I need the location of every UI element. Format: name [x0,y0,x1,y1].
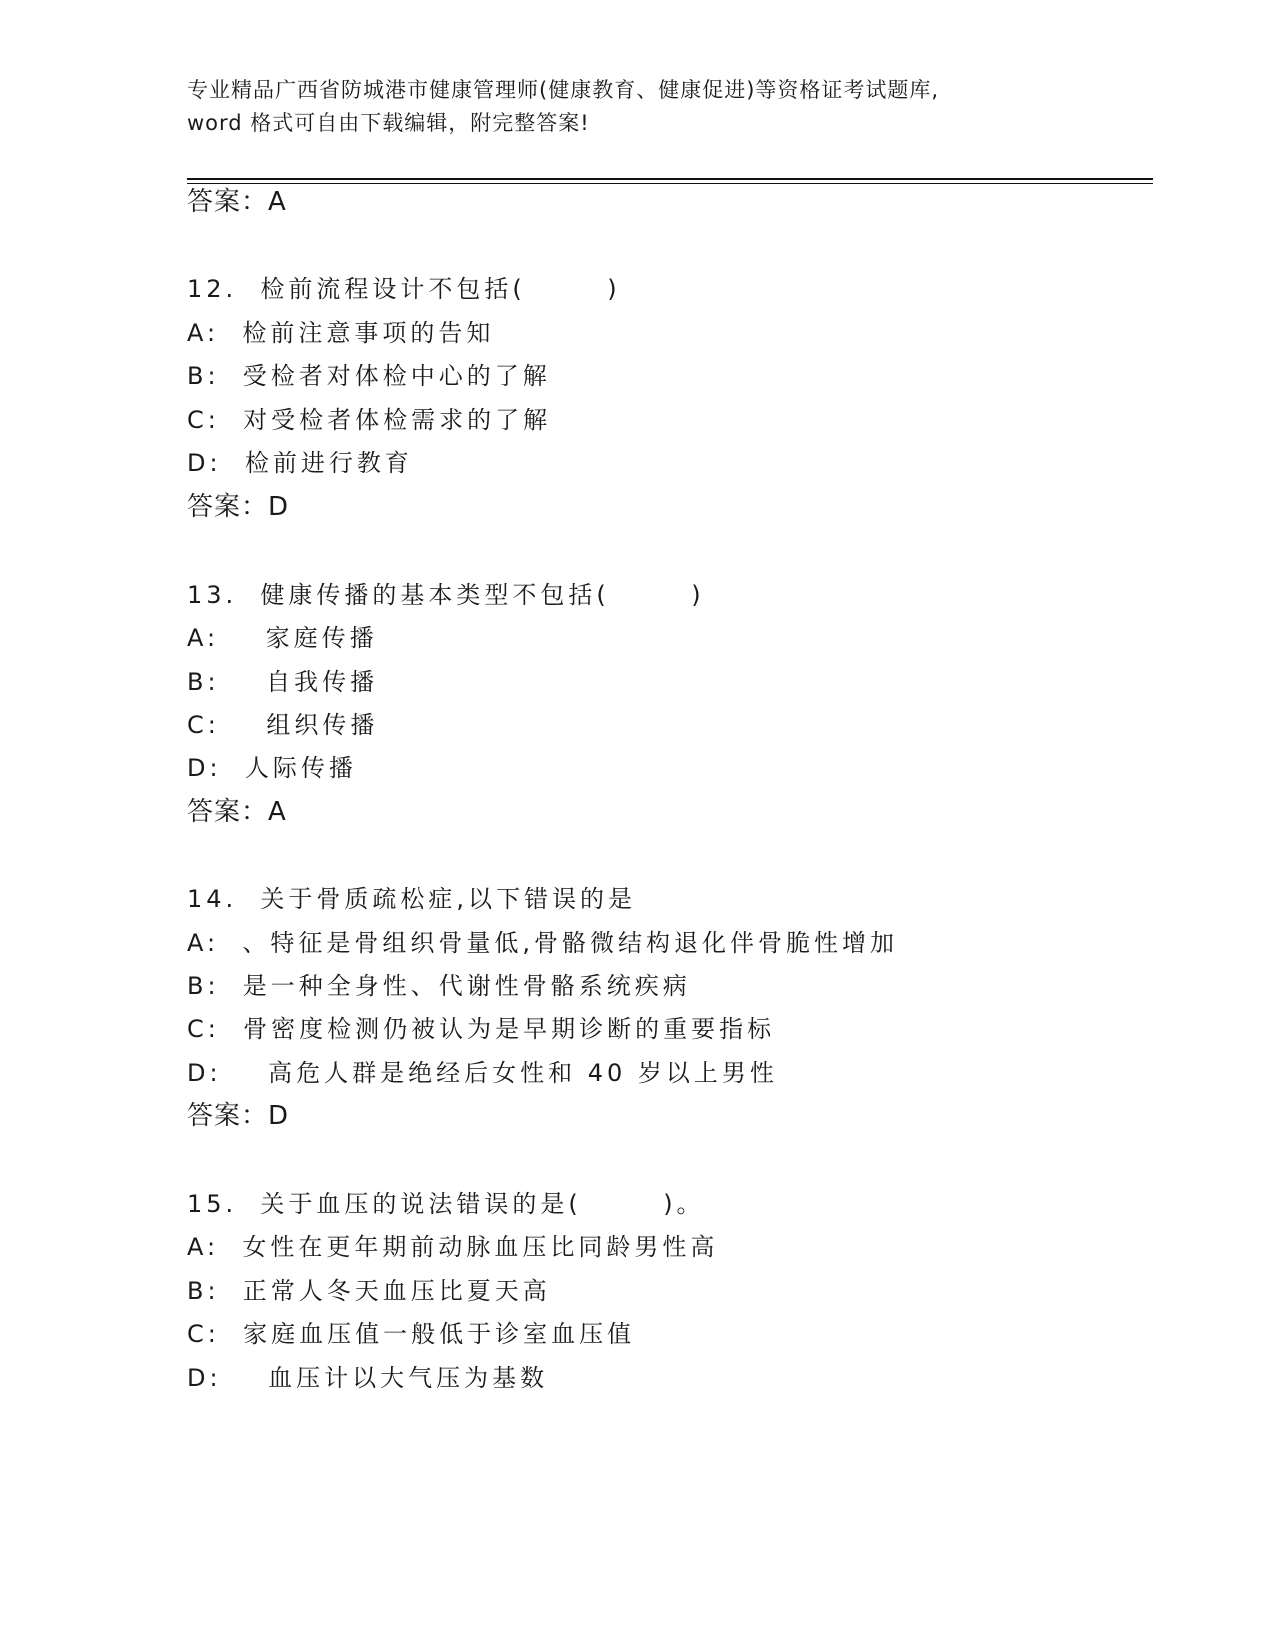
document-header [187,74,1087,140]
question-13-answer: 答案：A [187,797,287,827]
question-12-option-b: B: 受检者对体检中心的了解 [187,362,551,390]
question-13-option-d: D: 人际传播 [187,754,357,782]
header-line-1: 专业精品广西省防城港市健康管理师(健康教育、健康促进)等资格证考试题库, [187,78,940,102]
question-15-option-d: D: 血压计以大气压为基数 [187,1364,549,1392]
question-15-option-c: C: 家庭血压值一般低于诊室血压值 [187,1320,636,1348]
question-14-answer: 答案：D [187,1101,290,1131]
question-13-option-a: A: 家庭传播 [187,624,378,652]
question-13-stem: 13. 健康传播的基本类型不包括( ) [187,581,705,609]
question-15-stem: 15. 关于血压的说法错误的是( )。 [187,1190,705,1218]
question-12-stem: 12. 检前流程设计不包括( ) [187,275,621,303]
question-15-option-a: A: 女性在更年期前动脉血压比同龄男性高 [187,1233,719,1261]
answer-prev: 答案：A [187,187,287,217]
header-line-2: word 格式可自由下载编辑，附完整答案! [187,111,590,135]
question-14-option-a: A: 、特征是骨组织骨量低,骨骼微结构退化伴骨脆性增加 [187,929,898,957]
question-14-option-c: C: 骨密度检测仍被认为是早期诊断的重要指标 [187,1015,776,1043]
question-14-stem: 14. 关于骨质疏松症,以下错误的是 [187,885,637,913]
header-divider-thick [187,178,1153,180]
question-15-option-b: B: 正常人冬天血压比夏天高 [187,1277,551,1305]
question-12-option-d: D: 检前进行教育 [187,449,413,477]
question-14-option-d: D: 高危人群是绝经后女性和 40 岁以上男性 [187,1059,778,1087]
header-divider-thin [187,183,1153,184]
question-13-option-c: C: 组织传播 [187,711,379,739]
question-12-option-a: A: 检前注意事项的告知 [187,319,495,347]
question-13-option-b: B: 自我传播 [187,668,379,696]
question-14-option-b: B: 是一种全身性、代谢性骨骼系统疾病 [187,972,691,1000]
question-12-answer: 答案：D [187,492,290,522]
question-12-option-c: C: 对受检者体检需求的了解 [187,406,552,434]
